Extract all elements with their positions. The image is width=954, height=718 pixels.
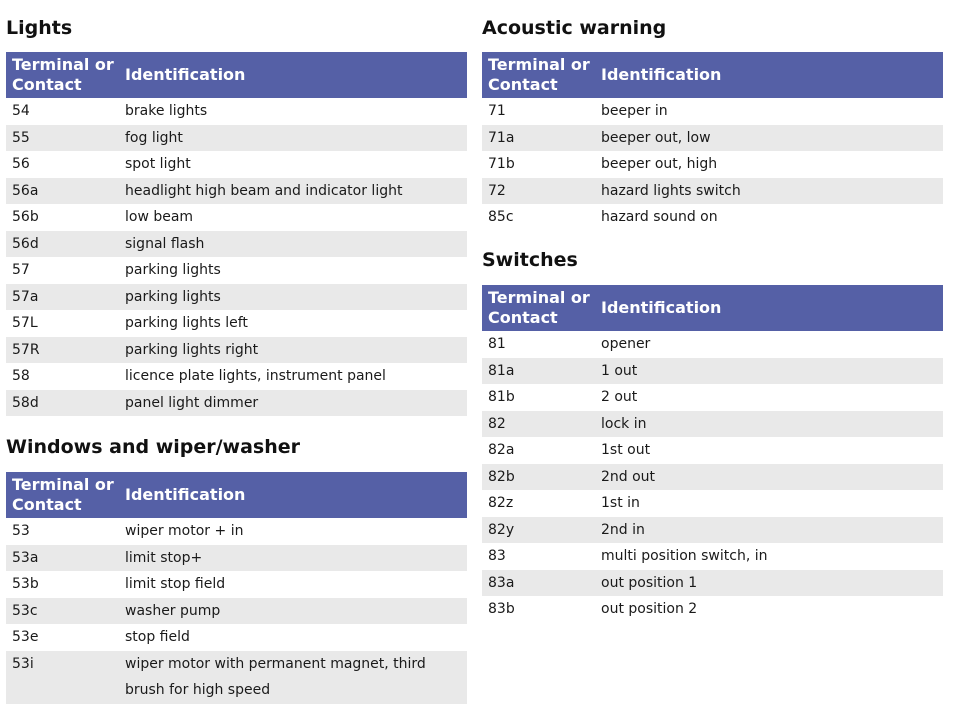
terminal-cell: 82a	[482, 437, 595, 464]
terminal-column-header: Terminal or Contact	[6, 472, 119, 518]
table-row	[6, 178, 467, 205]
terminal-column-header: Terminal or Contact	[6, 52, 119, 98]
identification-cell: lock in	[595, 411, 943, 438]
identification-cell: limit stop+	[119, 545, 467, 572]
identification-cell: beeper out, high	[595, 151, 943, 178]
switches-table	[482, 285, 943, 623]
table-row	[6, 624, 467, 651]
identification-cell: fog light	[119, 125, 467, 152]
table-row	[482, 331, 943, 358]
identification-cell: 2nd out	[595, 464, 943, 491]
table-row	[6, 284, 467, 311]
identification-cell: wiper motor + in	[119, 518, 467, 545]
identification-cell: headlight high beam and indicator light	[119, 178, 467, 205]
terminal-cell: 53c	[6, 598, 119, 625]
terminal-cell: 56	[6, 151, 119, 178]
table-row	[482, 490, 943, 517]
terminal-cell: 82z	[482, 490, 595, 517]
terminal-cell: 71	[482, 98, 595, 125]
identification-cell: panel light dimmer	[119, 390, 467, 417]
table-row	[6, 337, 467, 364]
identification-cell: licence plate lights, instrument panel	[119, 363, 467, 390]
identification-cell: wiper motor with permanent magnet, third brush for high speed	[119, 651, 467, 704]
terminal-cell: 71a	[482, 125, 595, 152]
terminal-cell: 83b	[482, 596, 595, 623]
lights-table-header	[6, 52, 467, 98]
identification-cell: 1st out	[595, 437, 943, 464]
identification-cell: out position 2	[595, 596, 943, 623]
identification-cell: parking lights left	[119, 310, 467, 337]
table-row	[482, 384, 943, 411]
table-row	[6, 571, 467, 598]
windows-table-header	[6, 472, 467, 518]
acoustic-section-title: Acoustic warning	[482, 17, 667, 39]
identification-cell: opener	[595, 331, 943, 358]
identification-column-header: Identification	[119, 52, 467, 98]
table-row	[482, 411, 943, 438]
table-row	[6, 204, 467, 231]
terminal-column-header: Terminal or Contact	[482, 52, 595, 98]
table-row	[6, 598, 467, 625]
identification-cell: washer pump	[119, 598, 467, 625]
terminal-cell: 56d	[6, 231, 119, 258]
terminal-cell: 58	[6, 363, 119, 390]
table-row	[482, 204, 943, 231]
terminal-cell: 82b	[482, 464, 595, 491]
table-row	[6, 651, 467, 704]
terminal-cell: 85c	[482, 204, 595, 231]
identification-cell: parking lights	[119, 257, 467, 284]
table-row	[6, 151, 467, 178]
table-row	[6, 363, 467, 390]
switches-section-title: Switches	[482, 249, 578, 271]
terminal-cell: 83a	[482, 570, 595, 597]
table-row	[6, 125, 467, 152]
identification-cell: beeper in	[595, 98, 943, 125]
table-row	[6, 257, 467, 284]
table-row	[482, 437, 943, 464]
identification-cell: out position 1	[595, 570, 943, 597]
table-row	[482, 151, 943, 178]
table-row	[482, 178, 943, 205]
identification-column-header: Identification	[595, 285, 943, 331]
identification-cell: beeper out, low	[595, 125, 943, 152]
lights-table	[6, 52, 467, 416]
table-row	[6, 231, 467, 258]
windows-section-title: Windows and wiper/washer	[6, 436, 301, 458]
table-row	[6, 518, 467, 545]
table-row	[482, 517, 943, 544]
terminal-cell: 81a	[482, 358, 595, 385]
table-row	[482, 358, 943, 385]
terminal-cell: 54	[6, 98, 119, 125]
lights-section-title: Lights	[6, 17, 73, 39]
identification-column-header: Identification	[595, 52, 943, 98]
identification-cell: 2 out	[595, 384, 943, 411]
table-row	[6, 390, 467, 417]
terminal-cell: 53a	[6, 545, 119, 572]
table-row	[482, 125, 943, 152]
identification-cell: signal flash	[119, 231, 467, 258]
terminal-cell: 82	[482, 411, 595, 438]
table-row	[482, 543, 943, 570]
terminal-cell: 81	[482, 331, 595, 358]
table-row	[482, 464, 943, 491]
acoustic-table	[482, 52, 943, 231]
terminal-cell: 53i	[6, 651, 119, 704]
terminal-cell: 55	[6, 125, 119, 152]
terminal-cell: 53e	[6, 624, 119, 651]
identification-cell: parking lights right	[119, 337, 467, 364]
terminal-cell: 81b	[482, 384, 595, 411]
table-row	[6, 98, 467, 125]
table-row	[482, 570, 943, 597]
terminal-cell: 57L	[6, 310, 119, 337]
terminal-cell: 82y	[482, 517, 595, 544]
terminal-cell: 71b	[482, 151, 595, 178]
terminal-cell: 57	[6, 257, 119, 284]
table-row	[482, 98, 943, 125]
identification-cell: hazard sound on	[595, 204, 943, 231]
terminal-cell: 57R	[6, 337, 119, 364]
terminal-cell: 57a	[6, 284, 119, 311]
identification-cell: 1 out	[595, 358, 943, 385]
terminal-cell: 53	[6, 518, 119, 545]
terminal-cell: 56a	[6, 178, 119, 205]
terminal-cell: 58d	[6, 390, 119, 417]
identification-cell: brake lights	[119, 98, 467, 125]
identification-cell: limit stop field	[119, 571, 467, 598]
terminal-cell: 83	[482, 543, 595, 570]
acoustic-table-header	[482, 52, 943, 98]
table-row	[6, 545, 467, 572]
windows-table	[6, 472, 467, 704]
switches-table-header	[482, 285, 943, 331]
identification-cell: stop field	[119, 624, 467, 651]
identification-cell: 1st in	[595, 490, 943, 517]
identification-cell: low beam	[119, 204, 467, 231]
identification-cell: 2nd in	[595, 517, 943, 544]
identification-cell: multi position switch, in	[595, 543, 943, 570]
terminal-cell: 72	[482, 178, 595, 205]
terminal-cell: 56b	[6, 204, 119, 231]
identification-cell: spot light	[119, 151, 467, 178]
table-row	[482, 596, 943, 623]
identification-cell: hazard lights switch	[595, 178, 943, 205]
terminal-cell: 53b	[6, 571, 119, 598]
identification-column-header: Identification	[119, 472, 467, 518]
table-row	[6, 310, 467, 337]
identification-cell: parking lights	[119, 284, 467, 311]
terminal-column-header: Terminal or Contact	[482, 285, 595, 331]
